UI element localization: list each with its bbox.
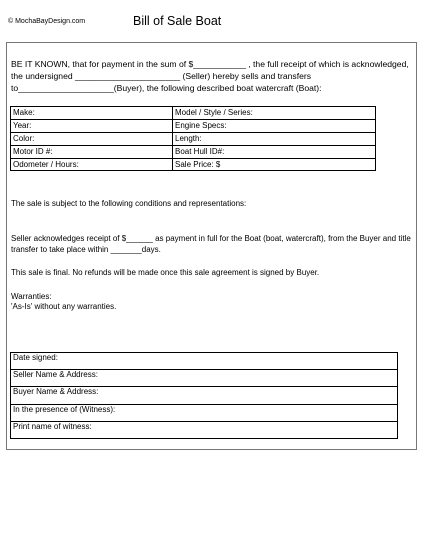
final-sale-text: This sale is final. No refunds will be made once this sale agreement is signed by Buyer. [11,268,320,277]
length-field[interactable]: Length: [173,132,376,145]
table-row [11,404,398,421]
engine-specs-field[interactable]: Engine Specs: [173,119,376,132]
odometer-field[interactable]: Odometer / Hours: [11,158,173,171]
warranties-heading: Warranties: [11,292,52,301]
table-row [11,132,376,145]
witness-field[interactable]: In the presence of (Witness): [11,404,398,421]
table-row [11,353,398,370]
motor-id-field[interactable]: Motor ID #: [11,145,173,158]
conditions-text: The sale is subject to the following conditions and representations: [11,199,247,208]
date-signed-field[interactable]: Date signed: [11,353,398,370]
table-row [11,145,376,158]
table-row [11,421,398,438]
model-field[interactable]: Model / Style / Series: [173,107,376,120]
make-field[interactable]: Make: [11,107,173,120]
document-title: Bill of Sale Boat [133,14,222,28]
acknowledgement-text: Seller acknowledges receipt of $______ as payment in full for the Boat (boat, watercraft), from the Buyer and title transfer to take place within _______days. [11,234,411,254]
witness-print-name-field[interactable]: Print name of witness: [11,421,398,438]
table-row [11,370,398,387]
boat-details-table [10,106,376,171]
copyright-credit: © MochaBayDesign.com [8,18,86,25]
table-row [11,387,398,404]
signature-table [10,352,398,439]
table-row [11,119,376,132]
seller-name-address-field[interactable]: Seller Name & Address: [11,370,398,387]
buyer-name-address-field[interactable]: Buyer Name & Address: [11,387,398,404]
year-field[interactable]: Year: [11,119,173,132]
hull-id-field[interactable]: Boat Hull ID#: [173,145,376,158]
sale-price-field[interactable]: Sale Price: $ [173,158,376,171]
intro-paragraph: BE IT KNOWN, that for payment in the sum of $___________ , the full receipt of which is acknowledged, the undersigned ______________________ (Seller) hereby sells and transfers to____________________(Buyer), the following described boat watercraft (Boat): [11,59,409,94]
table-row [11,158,376,171]
warranties-text: 'As-Is' without any warranties. [11,302,117,311]
color-field[interactable]: Color: [11,132,173,145]
table-row [11,107,376,120]
